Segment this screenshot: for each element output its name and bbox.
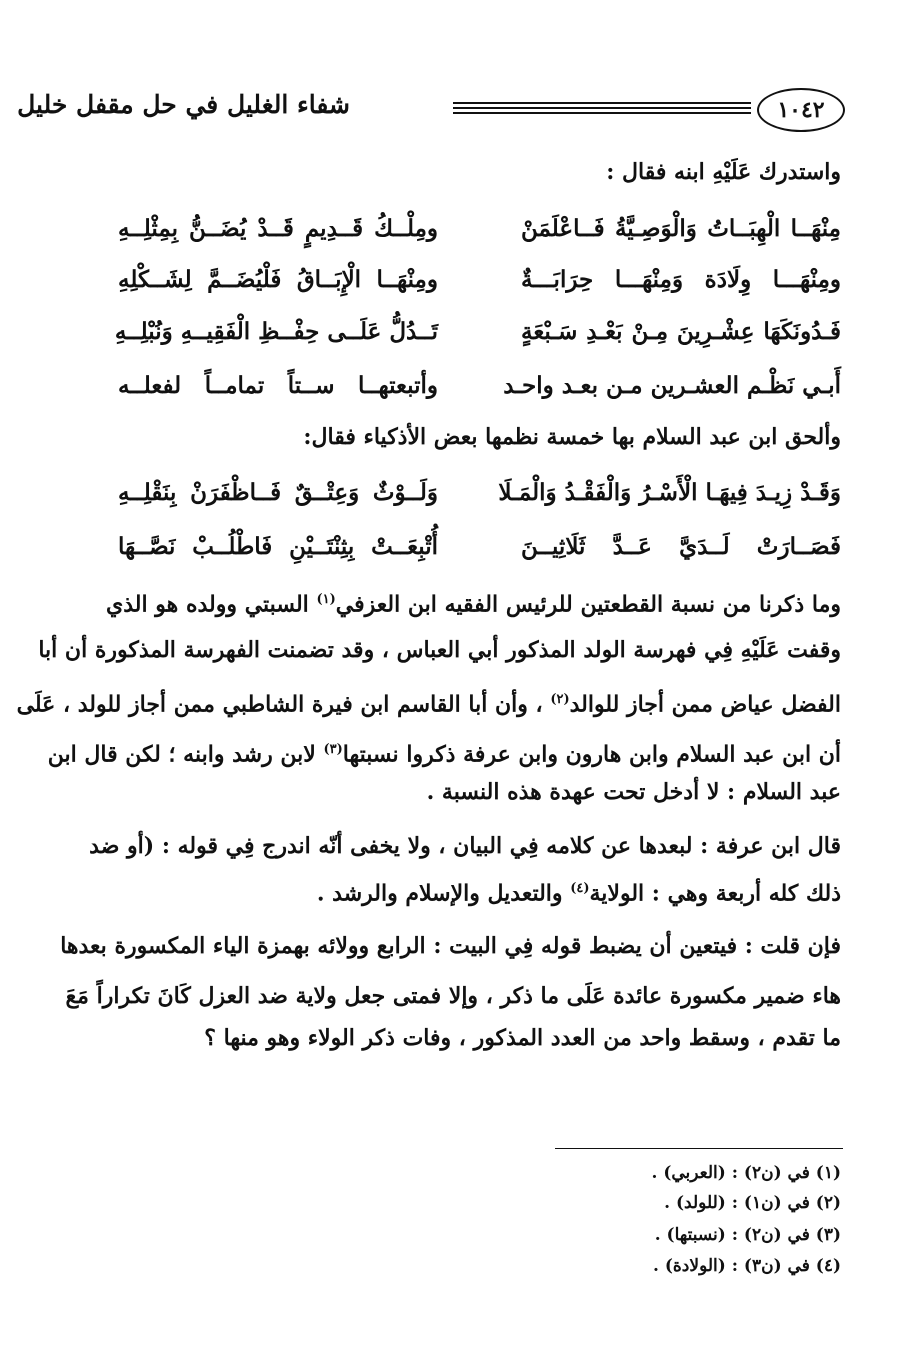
footnote-mark[interactable]: (٤) bbox=[570, 881, 590, 896]
verse-line bbox=[106, 260, 841, 300]
verse-hemistich-right: فَصَــارَتْ لَــدَيَّ عَــدَّ ثَلَاثِيــنَ bbox=[521, 533, 841, 560]
paragraph-line: فإن قلت : فيتعين أن يضبط قوله فِي البيت : الرابع وولائه بهمزة الياء المكسورة بعدها bbox=[60, 933, 841, 959]
verse-hemistich-right: أَبـي نَظْـم العشـرين مـن بعـد واحـد bbox=[503, 372, 841, 399]
paragraph-line: عبد السلام : لا أدخل تحت عهدة هذه النسبة . bbox=[426, 779, 841, 805]
paragraph-line bbox=[16, 683, 841, 721]
page-number bbox=[757, 88, 845, 132]
verse-hemistich-right: وَقَـدْ زِيـدَ فِيهَـا الْأَسْـرُ وَالْفَقْـدُ وَالْمَـلَا bbox=[498, 479, 841, 506]
verse-hemistich-left: وَلَــوْثٌ وَعِتْــقٌ فَــاظْفَرَنْ بِنَقْلِــهِ bbox=[118, 479, 438, 506]
footnote: (٢) في (ن١) : (للولد) . bbox=[664, 1193, 841, 1213]
paragraph-line: وقفت عَلَيْهِ فِي فهرسة الولد المذكور أبي العباس ، وقد تضمنت الفهرسة المذكورة أن أبا bbox=[38, 637, 841, 663]
verse-line bbox=[106, 473, 841, 513]
paragraph-line: هاء ضمير مكسورة عائدة عَلَى ما ذكر ، وإلا فمتى جعل ولاية ضد العزل كَانَ تكراراً مَعَ bbox=[65, 983, 841, 1009]
footnote-mark[interactable]: (٢) bbox=[550, 692, 570, 707]
text-run: الفضل عياض ممن أجاز للوالد bbox=[569, 691, 841, 718]
header-rule bbox=[453, 107, 751, 109]
page-header bbox=[17, 88, 845, 134]
footnote: (٣) في (ن٢) : (نسبتها) . bbox=[654, 1225, 841, 1245]
text-run: لابن رشد وابنه ؛ لكن قال ابن bbox=[47, 741, 316, 768]
footnote: (٤) في (ن٣) : (الولادة) . bbox=[653, 1256, 841, 1276]
verse-line bbox=[106, 209, 841, 249]
second-intro-line: وألحق ابن عبد السلام بها خمسة نظمها بعض الأذكياء فقال: bbox=[303, 424, 841, 450]
verse-hemistich-left: ومِنْهَــا الْإِبَــاقُ فَلْيُضَــمَّ لِشَــكْلِهِ bbox=[118, 266, 438, 293]
verse-hemistich-left: أُتْبِعَــتْ بِثِنْتَــيْنِ فَاطْلُــبْ نَصَّــهَا bbox=[118, 533, 438, 560]
footnote-mark[interactable]: (١) bbox=[316, 592, 336, 607]
book-title: شفاء الغليل في حل مقفل خليل bbox=[17, 90, 350, 119]
verse-hemistich-left: تَــدُلُّ عَلَــى حِفْــظِ الْفَقِيــهِ وَنُبْلِــهِ bbox=[114, 318, 438, 345]
text-run: ذلك كله أربعة وهي : الولاية bbox=[589, 880, 841, 907]
verse-hemistich-right: ومِنْهَـــا وِلَادَة وَمِنْهَـــا حِرَابَـــةٌ bbox=[521, 266, 841, 293]
page-number-text: ١٠٤٢ bbox=[777, 97, 825, 123]
paragraph-line: ما تقدم ، وسقط واحد من العدد المذكور ، وفات ذكر الولاء وهو منها ؟ bbox=[204, 1025, 841, 1051]
verse-line bbox=[106, 312, 841, 352]
footnote-separator bbox=[555, 1148, 843, 1149]
text-run: أن ابن عبد السلام وابن هارون وابن عرفة ذكروا نسبتها bbox=[342, 741, 841, 768]
paragraph-line: قال ابن عرفة : لبعدها عن كلامه فِي البيان ، ولا يخفى أنّه اندرج فِي قوله : (أو ضد bbox=[89, 833, 841, 859]
paragraph-line bbox=[65, 872, 841, 910]
text-run: ، وأن أبا القاسم ابن فيرة الشاطبي ممن أجاز للولد ، عَلَى bbox=[16, 691, 543, 718]
header-rule bbox=[453, 112, 751, 114]
verse-hemistich-right: فَـدُونَكَهَا عِشْـرِينَ مِـنْ بَعْـدِ سَـبْعَةٍ bbox=[521, 318, 841, 345]
intro-line: واستدرك عَلَيْهِ ابنه فقال : bbox=[606, 159, 841, 185]
verse-hemistich-left: وأتبعتهــا ســتاً تمامــاً لفعلــه bbox=[118, 372, 438, 399]
paragraph-line bbox=[47, 733, 841, 771]
header-rule bbox=[453, 102, 751, 104]
footnote: (١) في (ن٢) : (العربي) . bbox=[651, 1163, 841, 1183]
text-run: والتعديل والإسلام والرشد . bbox=[316, 880, 563, 907]
paragraph-line bbox=[106, 583, 841, 621]
text-run: وما ذكرنا من نسبة القطعتين للرئيس الفقيه ابن العزفي bbox=[335, 591, 841, 618]
verse-hemistich-right: مِنْهَــا الْهِبَــاتُ وَالْوَصِـيَّةُ فَــاعْلَمَنْ bbox=[521, 215, 841, 242]
text-run: السبتي وولده هو الذي bbox=[106, 591, 309, 618]
verse-line bbox=[106, 527, 841, 567]
verse-line bbox=[106, 366, 841, 406]
verse-hemistich-left: ومِلْــكُ قَــدِيمٍ قَــدْ يُضَــنُّ بِمِثْلِــهِ bbox=[118, 215, 438, 242]
footnote-mark[interactable]: (٣) bbox=[323, 742, 343, 757]
